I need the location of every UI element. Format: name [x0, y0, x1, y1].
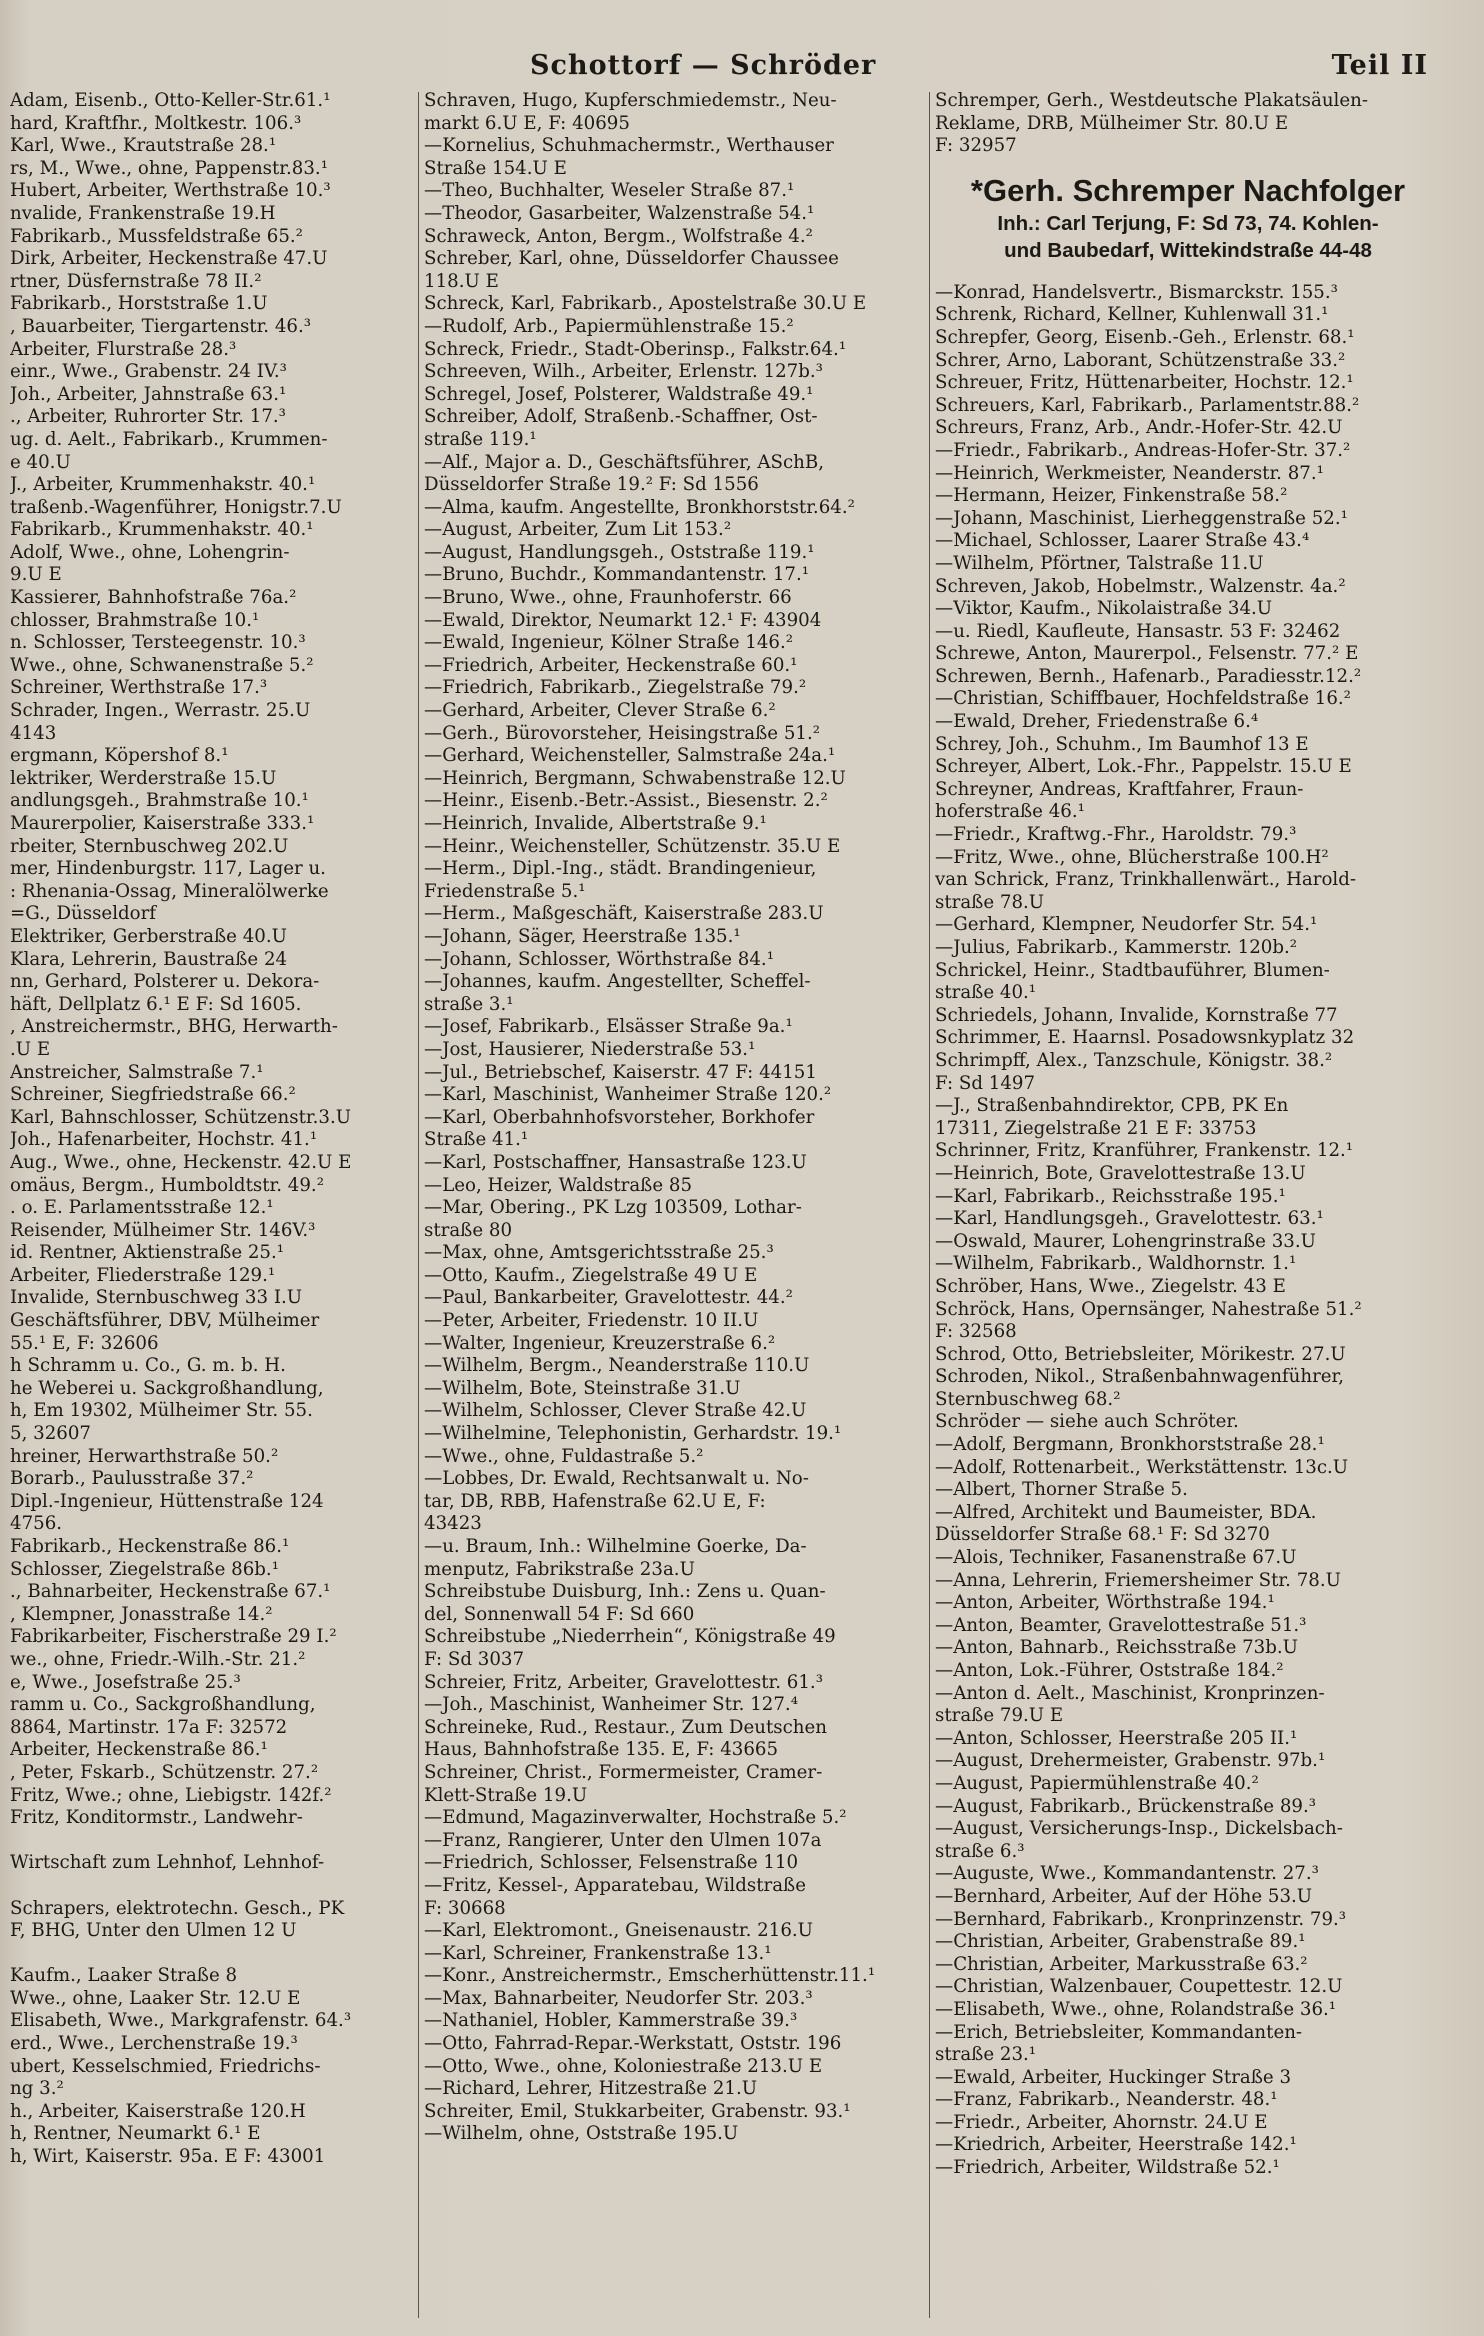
directory-entry-line: —August, Fabrikarb., Brückenstraße 89.³: [935, 1795, 1317, 1817]
directory-entry-line: straße 40.¹: [935, 982, 1037, 1004]
directory-entry-line: —Heinr., Weichensteller, Schützenstr. 35.U E: [424, 835, 841, 857]
directory-entry-line: Elisabeth, Wwe., Markgrafenstr. 64.³: [10, 2010, 352, 2032]
directory-entry-line: 4756.: [10, 1513, 63, 1535]
directory-entry-line: Schraweck, Anton, Bergm., Wolfstraße 4.²: [424, 225, 813, 247]
directory-entry-line: —Gerhard, Weichensteller, Salmstraße 24a.¹: [424, 745, 836, 767]
directory-entry-line: markt 6.U E, F: 40695: [424, 112, 630, 134]
directory-entry-line: Arbeiter, Fliederstraße 129.¹: [10, 1264, 276, 1286]
directory-entry-line: Joh., Hafenarbeiter, Hochstr. 41.¹: [10, 1129, 318, 1151]
directory-entry-line: Straße 154.U E: [424, 157, 567, 179]
directory-entry-line: Schreeven, Wilh., Arbeiter, Erlenstr. 127b.³: [424, 361, 823, 383]
directory-entry-line: Schröber, Hans, Wwe., Ziegelstr. 43 E: [935, 1275, 1286, 1297]
column-1: [10, 90, 412, 2325]
directory-entry-line: n. Schlosser, Tersteegenstr. 10.³: [10, 632, 306, 654]
directory-entry-line: —Karl, Schreiner, Frankenstraße 13.¹: [424, 1942, 772, 1964]
directory-entry-line: Schreibstube Duisburg, Inh.: Zens u. Quan-: [424, 1581, 826, 1603]
directory-entry-line: Hubert, Arbeiter, Werthstraße 10.³: [10, 180, 331, 202]
directory-entry-line: —Oswald, Maurer, Lohengrinstraße 33.U: [935, 1230, 1316, 1252]
directory-entry-line: —Julius, Fabrikarb., Kammerstr. 120b.²: [935, 937, 1298, 958]
directory-entry-line: Schreineke, Rud., Restaur., Zum Deutschen: [424, 1716, 828, 1738]
directory-entry-line: Schreyner, Andreas, Kraftfahrer, Fraun-: [935, 778, 1304, 800]
directory-entry-line: —Friedr., Fabrikarb., Andreas-Hofer-Str. 37.²: [935, 439, 1351, 461]
directory-entry-line: Schregel, Josef, Polsterer, Waldstraße 49.¹: [424, 383, 814, 405]
directory-entry-line: Schrickel, Heinr., Stadtbauführer, Blumen-: [935, 959, 1330, 981]
directory-entry-line: hreiner, Herwarthstraße 50.²: [10, 1445, 279, 1467]
directory-entry-line: Schreven, Jakob, Hobelmstr., Walzenstr. 4a.²: [935, 575, 1346, 597]
directory-entry-line: —Anton, Arbeiter, Wörthstraße 194.¹: [935, 1592, 1275, 1614]
directory-entry-line: ., Arbeiter, Ruhrorter Str. 17.³: [10, 406, 286, 428]
directory-entry-line: —Ewald, Arbeiter, Huckinger Straße 3: [935, 2066, 1292, 2088]
directory-entry-line: —Otto, Kaufm., Ziegelstraße 49 U E: [424, 1264, 758, 1286]
directory-entry-line: —August, Versicherungs-Insp., Dickelsbach-: [935, 1818, 1343, 1840]
directory-entry-line: Arbeiter, Heckenstraße 86.¹: [10, 1739, 268, 1761]
directory-entry-line: Fritz, Wwe.; ohne, Liebigstr. 142f.²: [10, 1784, 332, 1806]
directory-entry-line: —Karl, Elektromont., Gneisenaustr. 216.U: [424, 1920, 813, 1942]
directory-entry-line: straße 3.¹: [424, 993, 514, 1015]
directory-entry-line: he Weberei u. Sackgroßhandlung,: [10, 1377, 324, 1399]
directory-entry-line: mer, Hindenburgstr. 117, Lager u.: [10, 858, 326, 880]
directory-entry-line: Schröder — siehe auch Schröter.: [935, 1411, 1239, 1433]
directory-entry-line: häft, Dellplatz 6.¹ E F: Sd 1605.: [10, 993, 302, 1015]
directory-entry-line: h., Arbeiter, Kaiserstraße 120.H: [10, 2100, 306, 2122]
directory-entry-line: Schreier, Fritz, Arbeiter, Gravelottestr. 61.³: [424, 1671, 823, 1693]
directory-entry-line: Fabrikarb., Mussfeldstraße 65.²: [10, 225, 303, 247]
directory-entry-line: Schrinner, Fritz, Kranführer, Frankenstr. 12.¹: [935, 1140, 1354, 1162]
directory-entry-line: Kassierer, Bahnhofstraße 76a.²: [10, 587, 297, 609]
directory-entry-line: , Klempner, Jonasstraße 14.²: [10, 1603, 273, 1625]
column-divider-right: [929, 92, 930, 2318]
directory-entry-line: 17311, Ziegelstraße 21 E F: 33753: [935, 1117, 1257, 1139]
directory-entry-line: Dipl.-Ingenieur, Hüttenstraße 124: [10, 1490, 324, 1512]
directory-entry-line: .U E: [10, 1038, 51, 1060]
directory-entry-line: —Hermann, Heizer, Finkenstraße 58.²: [935, 485, 1288, 507]
directory-entry-line: —Bernhard, Fabrikarb., Kronprinzenstr. 79.³: [935, 1908, 1347, 1930]
directory-entry-line: , Bauarbeiter, Tiergartenstr. 46.³: [10, 315, 312, 337]
directory-entry-line: menputz, Fabrikstraße 23a.U: [424, 1558, 695, 1580]
directory-entry-line: Schreibstube „Niederrhein“, Königstraße 49: [424, 1626, 836, 1648]
advertisement-box: [935, 172, 1441, 264]
directory-entry-line: Schreiber, Adolf, Straßenb.-Schaffner, Ost-: [424, 406, 818, 428]
directory-entry-line: —Ewald, Ingenieur, Kölner Straße 146.²: [424, 632, 794, 654]
running-title: Schottorf — Schröder: [530, 50, 877, 81]
directory-entry-line: Fabrikarb., Heckenstraße 86.¹: [10, 1536, 290, 1557]
directory-entry-line: —Friedr., Kraftwg.-Fhr., Haroldstr. 79.³: [935, 824, 1297, 846]
directory-entry-line: , Peter, Fskarb., Schützenstr. 27.²: [10, 1761, 319, 1783]
directory-entry-line: Schrewen, Bernh., Hafenarb., Paradiesstr.12.²: [935, 665, 1362, 687]
directory-entry-line: Joh., Arbeiter, Jahnstraße 63.¹: [10, 383, 287, 405]
directory-entry-line: 4143: [10, 722, 57, 744]
directory-entry-line: Schraven, Hugo, Kupferschmiedemstr., Neu-: [424, 90, 837, 111]
directory-entry-line: Schrewe, Anton, Maurerpol., Felsenstr. 77.² E: [935, 643, 1359, 665]
directory-entry-line: —Jul., Betriebschef, Kaiserstr. 47 F: 44151: [424, 1061, 817, 1083]
directory-entry-line: F: Sd 1497: [935, 1072, 1036, 1094]
directory-entry-line: —Christian, Schiffbauer, Hochfeldstraße 16.²: [935, 688, 1351, 710]
directory-entry-line: Kaufm., Laaker Straße 8: [10, 1965, 238, 1987]
directory-entry-line: Adolf, Wwe., ohne, Lohengrin-: [10, 541, 290, 563]
directory-entry-line: —Kornelius, Schuhmachermstr., Werthauser: [424, 135, 834, 157]
directory-entry-line: Schreuer, Fritz, Hüttenarbeiter, Hochstr. 12.¹: [935, 372, 1354, 394]
directory-entry-line: —Wilhelm, Bergm., Neanderstraße 110.U: [424, 1355, 810, 1377]
directory-entry-line: —Gerh., Bürovorsteher, Heisingstraße 51.²: [424, 722, 821, 744]
directory-entry-line: —Karl, Maschinist, Wanheimer Straße 120.²: [424, 1084, 832, 1106]
directory-entry-line: Fritz, Konditormstr., Landwehr-: [10, 1807, 303, 1829]
directory-entry-line: —Kriedrich, Arbeiter, Heerstraße 142.¹: [935, 2134, 1297, 2156]
directory-entry-line: Borarb., Paulusstraße 37.²: [10, 1468, 254, 1490]
directory-entry-line: F: 32957: [935, 135, 1017, 157]
directory-entry-line: , Anstreichermstr., BHG, Herwarth-: [10, 1016, 338, 1038]
directory-entry-line: —Otto, Wwe., ohne, Koloniestraße 213.U E: [424, 2055, 823, 2077]
directory-entry-line: e, Wwe., Josefstraße 25.³: [10, 1671, 241, 1693]
directory-entry-line: —Edmund, Magazinverwalter, Hochstraße 5.²: [424, 1807, 847, 1829]
directory-entry-line: h, Wirt, Kaiserstr. 95a. E F: 43001: [10, 2146, 326, 2168]
directory-entry-line: Wwe., ohne, Laaker Str. 12.U E: [10, 1987, 301, 2009]
directory-entry-line: ug. d. Aelt., Fabrikarb., Krummen-: [10, 428, 328, 450]
directory-entry-line: Schrimpff, Alex., Tanzschule, Königstr. 38.²: [935, 1049, 1333, 1071]
directory-entry-line: F: Sd 3037: [424, 1648, 525, 1670]
directory-entry-line: Haus, Bahnhofstraße 135. E, F: 43665: [424, 1739, 779, 1761]
directory-entry-line: —Auguste, Wwe., Kommandantenstr. 27.³: [935, 1863, 1319, 1885]
directory-entry-line: —August, Arbeiter, Zum Lit 153.²: [424, 519, 732, 541]
directory-entry-line: straße 119.¹: [424, 428, 537, 450]
directory-entry-line: h, Rentner, Neumarkt 6.¹ E: [10, 2123, 261, 2145]
directory-entry-line: —Gerhard, Klempner, Neudorfer Str. 54.¹: [935, 914, 1318, 936]
directory-entry-line: del, Sonnenwall 54 F: Sd 660: [424, 1603, 695, 1625]
directory-entry-line: Schreber, Karl, ohne, Düsseldorfer Chaussee: [424, 248, 839, 270]
column-divider-left: [418, 92, 419, 2318]
directory-entry-line: —Heinrich, Invalide, Albertstraße 9.¹: [424, 813, 767, 834]
directory-entry-line: —Alf., Major a. D., Geschäftsführer, ASchB,: [424, 451, 825, 473]
directory-entry-line: —Elisabeth, Wwe., ohne, Rolandstraße 36.¹: [935, 1998, 1337, 2020]
directory-entry-line: Reisender, Mülheimer Str. 146V.³: [10, 1219, 316, 1241]
directory-entry-line: —Friedrich, Arbeiter, Wildstraße 52.¹: [935, 2157, 1280, 2179]
directory-entry-line: rs, M., Wwe., ohne, Pappenstr.83.¹: [10, 157, 328, 179]
directory-entry-line: —Bruno, Wwe., ohne, Fraunhoferstr. 66: [424, 587, 792, 609]
directory-entry-line: —Wilhelm, Fabrikarb., Waldhornstr. 1.¹: [935, 1253, 1297, 1275]
directory-entry-line: —Franz, Rangierer, Unter den Ulmen 107a: [424, 1829, 822, 1851]
directory-entry-line: —Konrad, Handelsvertr., Bismarckstr. 155.³: [935, 281, 1338, 303]
directory-entry-line: —Anton, Schlosser, Heerstraße 205 II.¹: [935, 1727, 1298, 1749]
directory-entry-line: —Johann, Schlosser, Wörthstraße 84.¹: [424, 948, 775, 970]
directory-entry-line: Schrader, Ingen., Werrastr. 25.U: [10, 700, 311, 722]
directory-entry-line: —Johannes, kaufm. Angestellter, Scheffel-: [424, 971, 811, 993]
directory-entry-line: —Michael, Schlosser, Laarer Straße 43.⁴: [935, 530, 1310, 552]
directory-entry-line: Düsseldorfer Straße 68.¹ F: Sd 3270: [935, 1524, 1270, 1546]
directory-entry-line: Geschäftsführer, DBV, Mülheimer: [10, 1310, 320, 1332]
directory-entry-line: Dirk, Arbeiter, Heckenstraße 47.U: [10, 248, 328, 270]
directory-entry-line: hard, Kraftfhr., Moltkestr. 106.³: [10, 112, 302, 134]
directory-entry-line: —Johann, Säger, Heerstraße 135.¹: [424, 925, 741, 947]
directory-entry-line: —Wilhelm, Bote, Steinstraße 31.U: [424, 1377, 741, 1399]
directory-entry-line: —August, Handlungsgeh., Oststraße 119.¹: [424, 541, 815, 563]
directory-entry-line: —Friedr., Arbeiter, Ahornstr. 24.U E: [935, 2111, 1268, 2133]
directory-entry-line: Aug., Wwe., ohne, Heckenstr. 42.U E: [10, 1151, 352, 1173]
directory-entry-line: Fabrikarb., Horststraße 1.U: [10, 293, 268, 315]
directory-entry-line: Wwe., ohne, Schwanenstraße 5.²: [10, 654, 314, 676]
directory-entry-line: Schrer, Arno, Laborant, Schützenstraße 33.²: [935, 349, 1346, 371]
directory-entry-line: —Anna, Lehrerin, Friemersheimer Str. 78.U: [935, 1569, 1341, 1591]
directory-entry-line: h, Em 19302, Mülheimer Str. 55.: [10, 1400, 313, 1422]
directory-entry-line: —Franz, Fabrikarb., Neanderstr. 48.¹: [935, 2089, 1278, 2111]
directory-entry-line: ng 3.²: [10, 2078, 64, 2100]
directory-entry-line: —Bernhard, Arbeiter, Auf der Höhe 53.U: [935, 1885, 1313, 1907]
directory-entry-line: —Alma, kaufm. Angestellte, Bronkhorststr.64.²: [424, 496, 855, 518]
directory-entry-line: Schreiner, Siegfriedstraße 66.²: [10, 1084, 296, 1106]
directory-entry-line: 5, 32607: [10, 1423, 91, 1445]
directory-entry-line: —Friedrich, Fabrikarb., Ziegelstraße 79.²: [424, 677, 807, 699]
directory-entry-line: Schrapers, elektrotechn. Gesch., PK: [10, 1897, 345, 1919]
directory-entry-line: Invalide, Sternbuschweg 33 I.U: [10, 1287, 303, 1309]
directory-entry-line: —Joh., Maschinist, Wanheimer Str. 127.⁴: [424, 1694, 798, 1716]
directory-entry-line: —Otto, Fahrrad-Repar.-Werkstatt, Oststr. 196: [424, 2033, 842, 2055]
directory-entry-line: h Schramm u. Co., G. m. b. H.: [10, 1355, 286, 1377]
directory-entry-line: Schlosser, Ziegelstraße 86b.¹: [10, 1558, 279, 1580]
directory-entry-line: —August, Drehermeister, Grabenstr. 97b.¹: [935, 1750, 1326, 1772]
directory-entry-line: Klara, Lehrerin, Baustraße 24: [10, 948, 288, 970]
directory-entry-line: omäus, Bergm., Humboldtstr. 49.²: [10, 1174, 324, 1196]
directory-entry-line: 55.¹ E, F: 32606: [10, 1332, 159, 1354]
directory-entry-line: —Karl, Oberbahnhofsvorsteher, Borkhofer: [424, 1106, 815, 1128]
directory-entry-line: —Anton, Bahnarb., Reichsstraße 73b.U: [935, 1637, 1299, 1659]
directory-entry-line: : Rhenania-Ossag, Mineralölwerke: [10, 880, 329, 902]
directory-entry-line: —Anton, Lok.-Führer, Oststraße 184.²: [935, 1660, 1284, 1681]
directory-entry-line: —Fritz, Wwe., ohne, Blücherstraße 100.H²: [935, 846, 1329, 868]
directory-entry-line: Schrepfer, Georg, Eisenb.-Geh., Erlenstr. 68.¹: [935, 326, 1355, 348]
directory-entry-line: —Josef, Fabrikarb., Elsässer Straße 9a.¹: [424, 1016, 793, 1038]
directory-entry-line: id. Rentner, Aktienstraße 25.¹: [10, 1242, 285, 1264]
page-header: [0, 42, 1484, 88]
directory-entry-line: rtner, Düsfernstraße 78 II.²: [10, 270, 262, 292]
directory-entry-line: —August, Papiermühlenstraße 40.²: [935, 1772, 1259, 1794]
directory-entry-line: —Paul, Bankarbeiter, Gravelottestr. 44.²: [424, 1287, 793, 1309]
directory-entry-line: —Anton d. Aelt., Maschinist, Kronprinzen-: [935, 1682, 1325, 1704]
directory-entry-line: lektriker, Werderstraße 15.U: [10, 767, 277, 789]
directory-entry-line: —Max, ohne, Amtsgerichtsstraße 25.³: [424, 1242, 774, 1264]
directory-entry-line: ergmann, Köpershof 8.¹: [10, 745, 229, 767]
directory-entry-line: —u. Riedl, Kaufleute, Hansastr. 53 F: 32462: [935, 620, 1341, 642]
directory-entry-line: Wirtschaft zum Lehnhof, Lehnhof-: [10, 1852, 325, 1874]
directory-entry-line: [10, 1943, 412, 1966]
directory-entry-line: . o. E. Parlamentsstraße 12.¹: [10, 1197, 274, 1219]
directory-entry-line: —Alfred, Architekt und Baumeister, BDA.: [935, 1501, 1317, 1523]
directory-entry-line: —Mar, Obering., PK Lzg 103509, Lothar-: [424, 1197, 802, 1219]
directory-entry-line: —J., Straßenbahndirektor, CPB, PK En: [935, 1095, 1289, 1117]
directory-entry-line: andlungsgeh., Brahmstraße 10.¹: [10, 790, 309, 812]
directory-entry-line: —Max, Bahnarbeiter, Neudorfer Str. 203.³: [424, 1987, 813, 2009]
directory-entry-line: —Viktor, Kaufm., Nikolaistraße 34.U: [935, 598, 1273, 620]
directory-entry-line: ubert, Kesselschmied, Friedrichs-: [10, 2055, 321, 2077]
directory-entry-line: Friedenstraße 5.¹: [424, 880, 586, 902]
directory-entry-line: van Schrick, Franz, Trinkhallenwärt., Harold-: [935, 869, 1357, 891]
directory-entry-line: —Leo, Heizer, Waldstraße 85: [424, 1174, 693, 1196]
directory-entry-line: —Fritz, Kessel-, Apparatebau, Wildstraße: [424, 1874, 806, 1896]
directory-entry-line: F: 30668: [424, 1897, 506, 1919]
directory-entry-line: —Christian, Walzenbauer, Coupettestr. 12.U: [935, 1976, 1343, 1998]
directory-entry-line: —Herm., Dipl.-Ing., städt. Brandingenieur,: [424, 858, 817, 880]
advertisement-line-2: und Baubedarf, Wittekindstraße 44-48: [1004, 238, 1372, 262]
directory-entry-line: —Friedrich, Arbeiter, Heckenstraße 60.¹: [424, 654, 798, 676]
directory-entry-line: Schremper, Gerh., Westdeutsche Plakatsäulen-: [935, 90, 1368, 111]
directory-entry-line: —Adolf, Bergmann, Bronkhorststraße 28.¹: [935, 1434, 1325, 1456]
directory-entry-line: Fabrikarbeiter, Fischerstraße 29 I.²: [10, 1626, 337, 1648]
directory-entry-line: J., Arbeiter, Krummenhakstr. 40.¹: [10, 474, 316, 496]
advertisement-title: *Gerh. Schremper Nachfolger: [970, 172, 1406, 208]
directory-entry-line: —Theodor, Gasarbeiter, Walzenstraße 54.¹: [424, 202, 815, 224]
directory-entry-line: Elektriker, Gerberstraße 40.U: [10, 925, 287, 947]
directory-entry-line: —Wilhelm, ohne, Oststraße 195.U: [424, 2123, 739, 2145]
directory-entry-line: Schrenk, Richard, Kellner, Kuhlenwall 31.¹: [935, 304, 1329, 326]
directory-entry-line: tar, DB, RBB, Hafenstraße 62.U E, F:: [424, 1490, 766, 1512]
directory-entry-line: —Alois, Techniker, Fasanenstraße 67.U: [935, 1547, 1297, 1569]
directory-entry-line: —Christian, Arbeiter, Grabenstraße 89.¹: [935, 1931, 1306, 1953]
directory-entry-line: nn, Gerhard, Polsterer u. Dekora-: [10, 971, 320, 993]
directory-entry-line: Schreiter, Emil, Stukkarbeiter, Grabenstr. 93.¹: [424, 2100, 851, 2122]
directory-entry-line: ramm u. Co., Sackgroßhandlung,: [10, 1694, 316, 1716]
directory-entry-line: Maurerpolier, Kaiserstraße 333.¹: [10, 813, 315, 834]
directory-entry-line: —Rudolf, Arb., Papiermühlenstraße 15.²: [424, 315, 794, 337]
directory-entry-line: —Heinrich, Werkmeister, Neanderstr. 87.¹: [935, 462, 1324, 484]
column-2: [424, 90, 926, 2325]
directory-entry-line: —Adolf, Rottenarbeit., Werkstättenstr. 13c.U: [935, 1456, 1349, 1478]
directory-entry-line: 8864, Martinstr. 17a F: 32572: [10, 1716, 288, 1738]
directory-entry-line: —Walter, Ingenieur, Kreuzerstraße 6.²: [424, 1332, 776, 1354]
directory-entry-line: Klett-Straße 19.U: [424, 1784, 588, 1806]
directory-entry-line: Anstreicher, Salmstraße 7.¹: [10, 1061, 264, 1083]
directory-entry-line: straße 80: [424, 1219, 513, 1241]
directory-entry-line: hoferstraße 46.¹: [935, 801, 1085, 823]
directory-entry-line: =G., Düsseldorf: [10, 903, 157, 925]
directory-entry-line: e 40.U: [10, 451, 71, 473]
directory-entry-line: Schreck, Karl, Fabrikarb., Apostelstraße 30.U E: [424, 293, 867, 315]
directory-entry-line: —Albert, Thorner Straße 5.: [935, 1479, 1188, 1501]
directory-entry-line: nvalide, Frankenstraße 19.H: [10, 202, 276, 224]
directory-entry-line: Karl, Bahnschlosser, Schützenstr.3.U: [10, 1106, 352, 1128]
directory-entry-line: Düsseldorfer Straße 19.² F: Sd 1556: [424, 474, 759, 496]
directory-entry-line: straße 79.U E: [935, 1705, 1064, 1727]
directory-entry-line: —u. Braum, Inh.: Wilhelmine Goerke, Da-: [424, 1536, 807, 1557]
directory-entry-line: 118.U E: [424, 270, 499, 292]
directory-entry-line: Schreiner, Werthstraße 17.³: [10, 677, 268, 699]
directory-entry-line: —Peter, Arbeiter, Friedenstr. 10 II.U: [424, 1310, 759, 1332]
directory-entry-line: —Ewald, Dreher, Friedenstraße 6.⁴: [935, 711, 1259, 733]
directory-entry-line: traßenb.-Wagenführer, Honigstr.7.U: [10, 496, 342, 518]
directory-entry-line: —Christian, Arbeiter, Markusstraße 63.²: [935, 1953, 1308, 1975]
part-label: Teil II: [1331, 50, 1428, 81]
directory-entry-line: —Jost, Hausierer, Niederstraße 53.¹: [424, 1038, 756, 1060]
directory-entry-line: Schreyer, Albert, Lok.-Fhr., Pappelstr. 15.U E: [935, 756, 1352, 778]
directory-entry-line: ., Bahnarbeiter, Heckenstraße 67.¹: [10, 1581, 331, 1603]
directory-entry-line: —Wilhelm, Pförtner, Talstraße 11.U: [935, 552, 1264, 574]
directory-entry-line: —Gerhard, Arbeiter, Clever Straße 6.²: [424, 700, 776, 722]
directory-entry-line: —Wilhelm, Schlosser, Clever Straße 42.U: [424, 1400, 807, 1422]
directory-entry-line: —Herm., Maßgeschäft, Kaiserstraße 283.U: [424, 903, 824, 925]
directory-entry-line: —Wwe., ohne, Fuldastraße 5.²: [424, 1445, 704, 1467]
directory-entry-line: —Heinrich, Bote, Gravelottestraße 13.U: [935, 1162, 1306, 1184]
directory-entry-line: straße 6.³: [935, 1840, 1025, 1862]
directory-entry-line: —Erich, Betriebsleiter, Kommandanten-: [935, 2021, 1303, 2043]
directory-entry-line: 43423: [424, 1513, 482, 1535]
directory-entry-line: —Konr., Anstreichermstr., Emscherhüttenstr.11.¹: [424, 1965, 876, 1987]
directory-entry-line: —Karl, Handlungsgeh., Gravelottestr. 63.¹: [935, 1208, 1324, 1230]
directory-entry-line: —Heinr., Eisenb.-Betr.-Assist., Biesenstr. 2.²: [424, 790, 828, 812]
directory-entry-line: Adam, Eisenb., Otto-Keller-Str.61.¹: [10, 90, 331, 111]
directory-entry-line: Straße 41.¹: [424, 1129, 529, 1151]
directory-entry-line: Arbeiter, Flurstraße 28.³: [10, 338, 237, 360]
column-3: [935, 90, 1441, 2325]
directory-entry-line: —Friedrich, Schlosser, Felsenstraße 110: [424, 1852, 799, 1874]
directory-entry-line: Schreck, Friedr., Stadt-Oberinsp., Falkstr.64.¹: [424, 338, 847, 360]
directory-entry-line: F: 32568: [935, 1321, 1017, 1343]
directory-entry-line: Schreurs, Franz, Arb., Andr.-Hofer-Str. 42.U: [935, 417, 1343, 439]
directory-entry-line: straße 78.U: [935, 891, 1045, 913]
directory-entry-line: 9.U E: [10, 564, 62, 586]
directory-entry-line: —Ewald, Direktor, Neumarkt 12.¹ F: 43904: [424, 609, 822, 631]
directory-entry-line: [10, 1830, 412, 1853]
directory-entry-line: —Lobbes, Dr. Ewald, Rechtsanwalt u. No-: [424, 1468, 809, 1490]
directory-entry-line: Schrod, Otto, Betriebsleiter, Mörikestr. 27.U: [935, 1343, 1346, 1365]
directory-entry-line: —Richard, Lehrer, Hitzestraße 21.U: [424, 2078, 758, 2100]
directory-entry-line: Schrimmer, E. Haarnsl. Posadowsnkyplatz 32: [935, 1027, 1355, 1049]
directory-entry-line: rbeiter, Sternbuschweg 202.U: [10, 835, 289, 857]
directory-entry-line: chlosser, Brahmstraße 10.¹: [10, 609, 260, 631]
directory-entry-line: Schröck, Hans, Opernsänger, Nahestraße 51.²: [935, 1298, 1362, 1320]
directory-entry-line: Fabrikarb., Krummenhakstr. 40.¹: [10, 519, 314, 541]
directory-entry-line: F, BHG, Unter den Ulmen 12 U: [10, 1920, 297, 1942]
directory-entry-line: Schreuers, Karl, Fabrikarb., Parlamentstr.88.²: [935, 394, 1360, 416]
directory-entry-line: we., ohne, Friedr.-Wilh.-Str. 21.²: [10, 1648, 306, 1670]
directory-entry-line: —Bruno, Buchdr., Kommandantenstr. 17.¹: [424, 564, 810, 586]
directory-entry-line: —Johann, Maschinist, Lierheggenstraße 52.¹: [935, 507, 1348, 529]
directory-entry-line: —Wilhelmine, Telephonistin, Gerhardstr. 19.¹: [424, 1423, 842, 1445]
directory-entry-line: —Heinrich, Bergmann, Schwabenstraße 12.U: [424, 767, 846, 789]
directory-entry-line: straße 23.¹: [935, 2044, 1037, 2066]
directory-entry-line: —Theo, Buchhalter, Weseler Straße 87.¹: [424, 180, 795, 202]
advertisement-line-1: Inh.: Carl Terjung, F: Sd 73, 74. Kohlen-: [997, 211, 1379, 235]
directory-entry-line: —Karl, Postschaffner, Hansastraße 123.U: [424, 1151, 807, 1173]
directory-entry-line: Karl, Wwe., Krautstraße 28.¹: [10, 135, 277, 157]
directory-entry-line: erd., Wwe., Lerchenstraße 19.³: [10, 2033, 298, 2055]
directory-entry-line: Schreiner, Christ., Formermeister, Cramer-: [424, 1761, 823, 1783]
directory-entry-line: Sternbuschweg 68.²: [935, 1388, 1121, 1410]
directory-entry-line: Schriedels, Johann, Invalide, Kornstraße 77: [935, 1004, 1338, 1026]
directory-entry-line: —Nathaniel, Hobler, Kammerstraße 39.³: [424, 2010, 798, 2032]
directory-entry-line: Schrey, Joh., Schuhm., Im Baumhof 13 E: [935, 733, 1309, 755]
directory-entry-line: Schroden, Nikol., Straßenbahnwagenführer,: [935, 1366, 1345, 1388]
directory-entry-line: Reklame, DRB, Mülheimer Str. 80.U E: [935, 112, 1289, 134]
directory-entry-line: —Anton, Beamter, Gravelottestraße 51.³: [935, 1614, 1307, 1636]
directory-entry-line: —Karl, Fabrikarb., Reichsstraße 195.¹: [935, 1185, 1286, 1207]
directory-entry-line: einr., Wwe., Grabenstr. 24 IV.³: [10, 361, 287, 383]
directory-entry-line: [10, 1875, 412, 1898]
